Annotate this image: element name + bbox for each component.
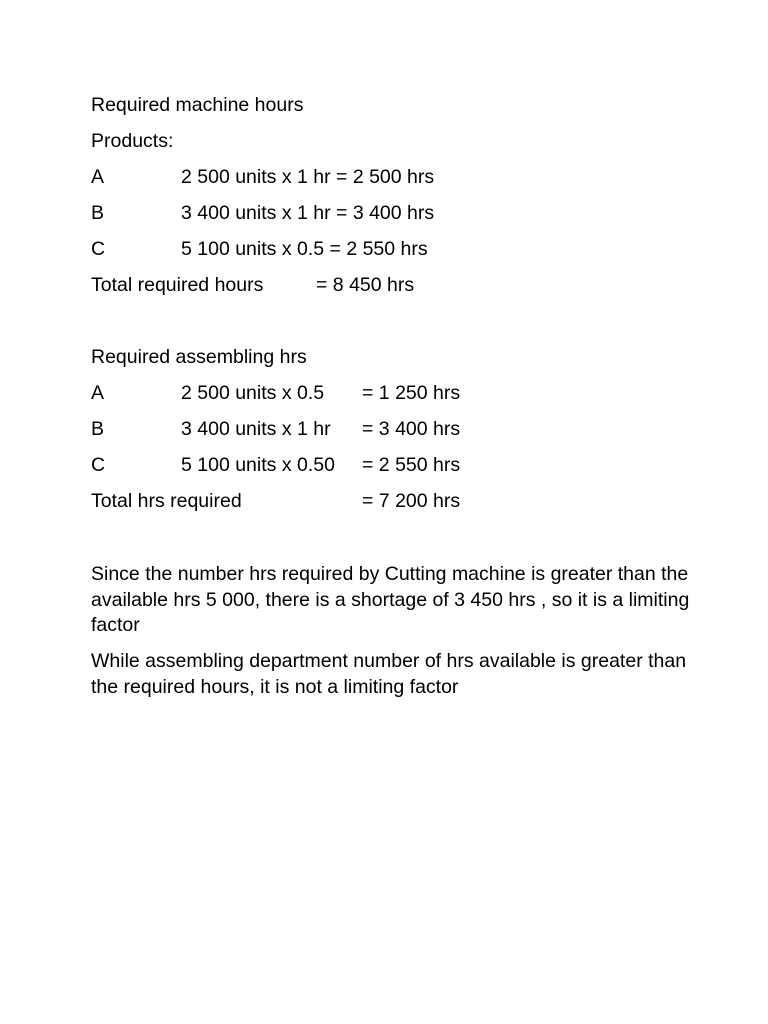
assembling-hours-heading: Required assembling hrs: [91, 346, 307, 368]
product-label: A: [91, 382, 105, 404]
assembling-total-value: = 7 200 hrs: [362, 490, 461, 512]
machine-calc: 5 100 units x 0.5 = 2 550 hrs: [181, 238, 428, 260]
machine-total-label: Total required hours: [91, 274, 264, 296]
assembling-result: = 2 550 hrs: [362, 454, 461, 476]
machine-calc: 3 400 units x 1 hr = 3 400 hrs: [181, 202, 435, 224]
product-label: C: [91, 238, 106, 260]
assembling-total-label: Total hrs required: [91, 490, 242, 512]
assembling-calc: 5 100 units x 0.50: [181, 454, 335, 476]
machine-total-value: = 8 450 hrs: [316, 274, 415, 296]
machine-calc: 2 500 units x 1 hr = 2 500 hrs: [181, 166, 435, 188]
product-label: A: [91, 166, 105, 188]
product-label: C: [91, 454, 106, 476]
products-label: Products:: [91, 130, 174, 152]
product-label: B: [91, 418, 105, 440]
assembling-calc: 2 500 units x 0.5: [181, 382, 325, 404]
assembling-result: = 1 250 hrs: [362, 382, 461, 404]
conclusion-paragraph-cutting: Since the number hrs required by Cutting machine is greater than the available hrs 5 000, there is a shortage of 3 450 hrs , so it is a limiting factor: [91, 563, 690, 636]
machine-hours-heading: Required machine hours: [91, 94, 304, 116]
conclusion-paragraph-assembling: While assembling department number of hrs available is greater than the required hours, it is not a limiting factor: [91, 650, 687, 698]
assembling-calc: 3 400 units x 1 hr: [181, 418, 331, 440]
product-label: B: [91, 202, 105, 224]
assembling-result: = 3 400 hrs: [362, 418, 461, 440]
